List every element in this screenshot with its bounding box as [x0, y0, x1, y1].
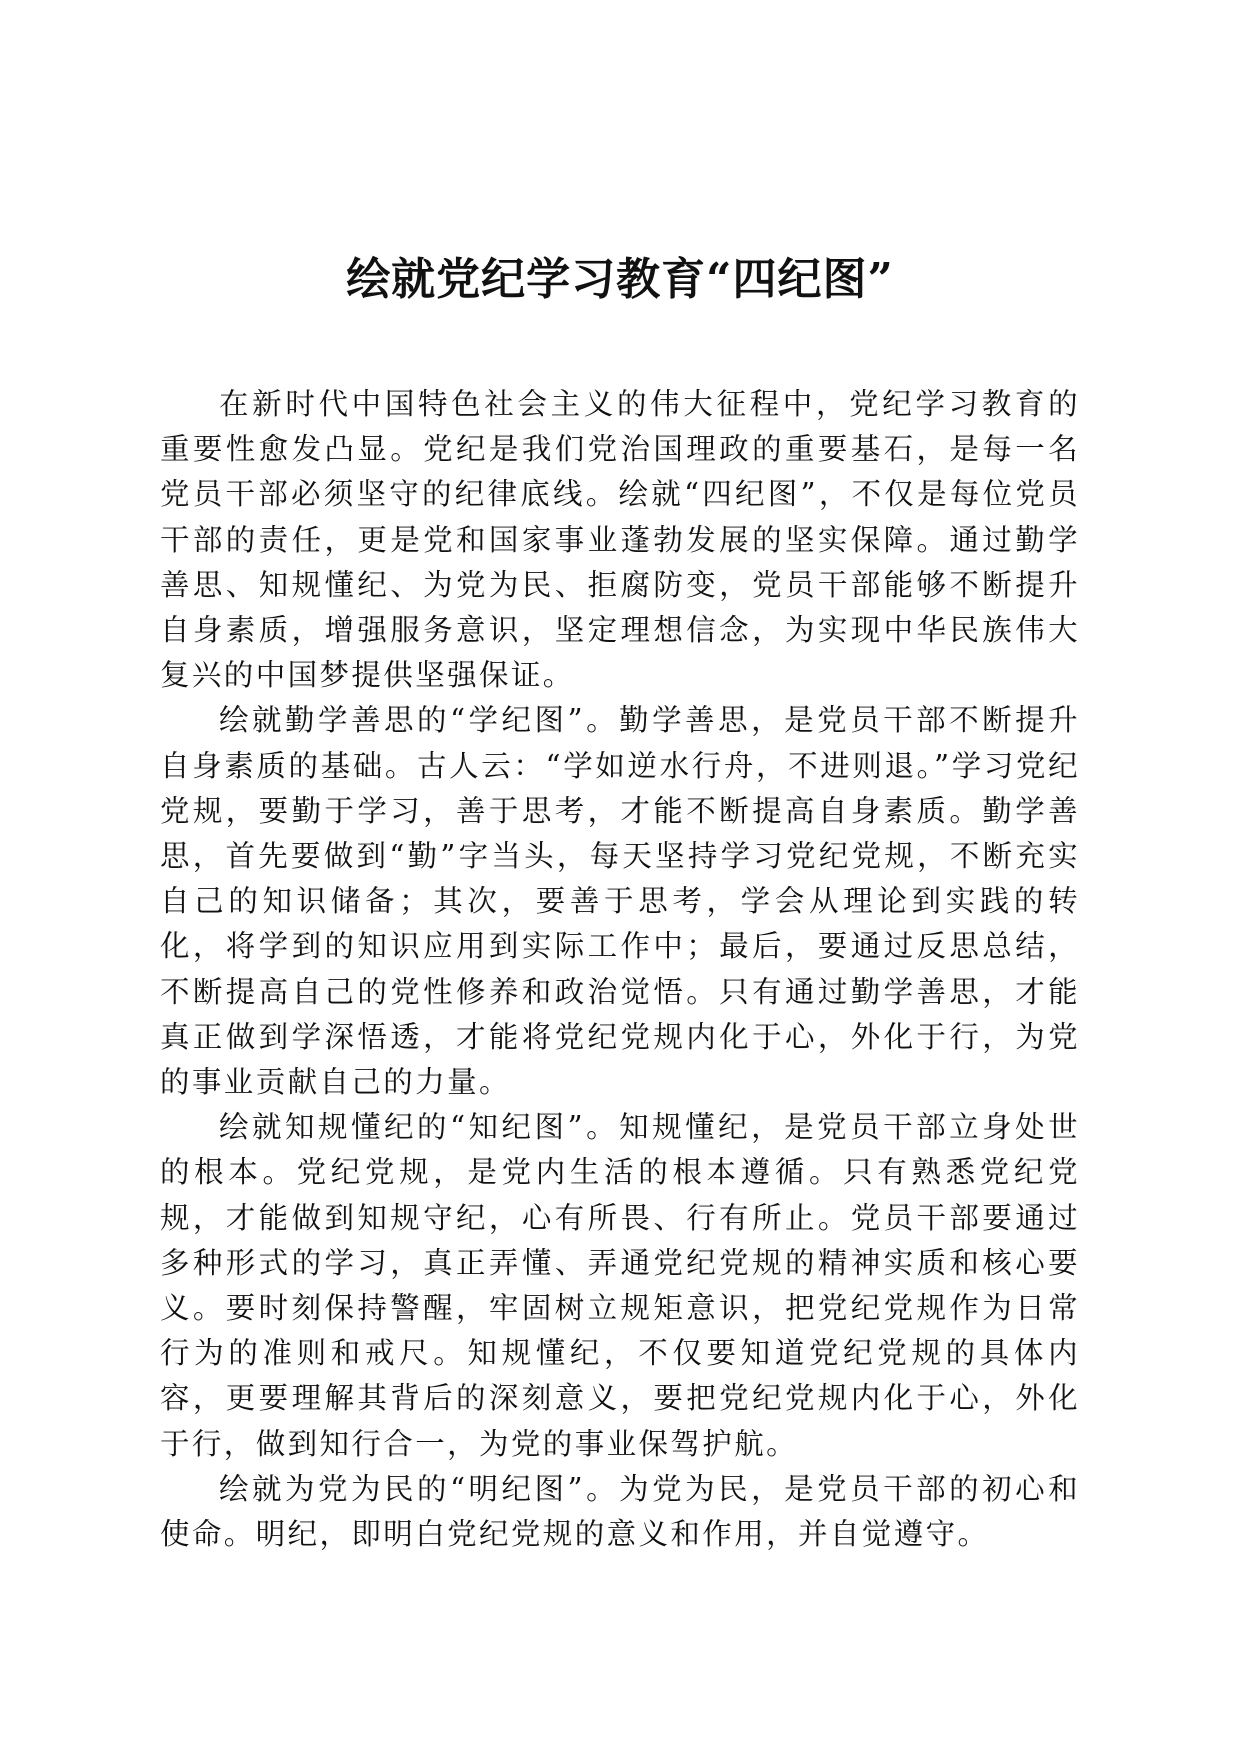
paragraph-study-discipline: 绘就勤学善思的“学纪图”。勤学善思，是党员干部不断提升自身素质的基础。古人云：“学如逆水行舟，不进则退。”学习党纪党规，要勤于学习，善于思考，才能不断提高自身素质。勤学善思，首先要做到“勤”字当头，每天坚持学习党纪党规，不断充实自己的知识储备；其次，要善于思考，学会从理论到实践的转化，将学到的知识应用到实际工作中；最后，要通过反思总结，不断提高自己的党性修养和政治觉悟。只有通过勤学善思，才能真正做到学深悟透，才能将党纪党规内化于心，外化于行，为党的事业贡献自己的力量。: [160, 703, 1080, 1100]
document-body: [160, 382, 1080, 1557]
document-title: 绘就党纪学习教育“四纪图”: [346, 254, 894, 305]
paragraph-intro: 在新时代中国特色社会主义的伟大征程中，党纪学习教育的重要性愈发凸显。党纪是我们党治国理政的重要基石，是每一名党员干部必须坚守的纪律底线。绘就“四纪图”，不仅是每位党员干部的责任，更是党和国家事业蓬勃发展的坚实保障。通过勤学善思、知规懂纪、为党为民、拒腐防变，党员干部能够不断提升自身素质，增强服务意识，坚定理想信念，为实现中华民族伟大复兴的中国梦提供坚强保证。: [160, 387, 1080, 693]
paragraph-know-discipline: 绘就知规懂纪的“知纪图”。知规懂纪，是党员干部立身处世的根本。党纪党规，是党内生活的根本遵循。只有熟悉党纪党规，才能做到知规守纪，心有所畏、行有所止。党员干部要通过多种形式的学习，真正弄懂、弄通党纪党规的精神实质和核心要义。要时刻保持警醒，牢固树立规矩意识，把党纪党规作为日常行为的准则和戒尺。知规懂纪，不仅要知道党纪党规的具体内容，更要理解其背后的深刻意义，要把党纪党规内化于心，外化于行，做到知行合一，为党的事业保驾护航。: [160, 1110, 1080, 1461]
paragraph-clear-discipline: 绘就为党为民的“明纪图”。为党为民，是党员干部的初心和使命。明纪，即明白党纪党规的意义和作用，并自觉遵守。: [160, 1471, 1080, 1552]
